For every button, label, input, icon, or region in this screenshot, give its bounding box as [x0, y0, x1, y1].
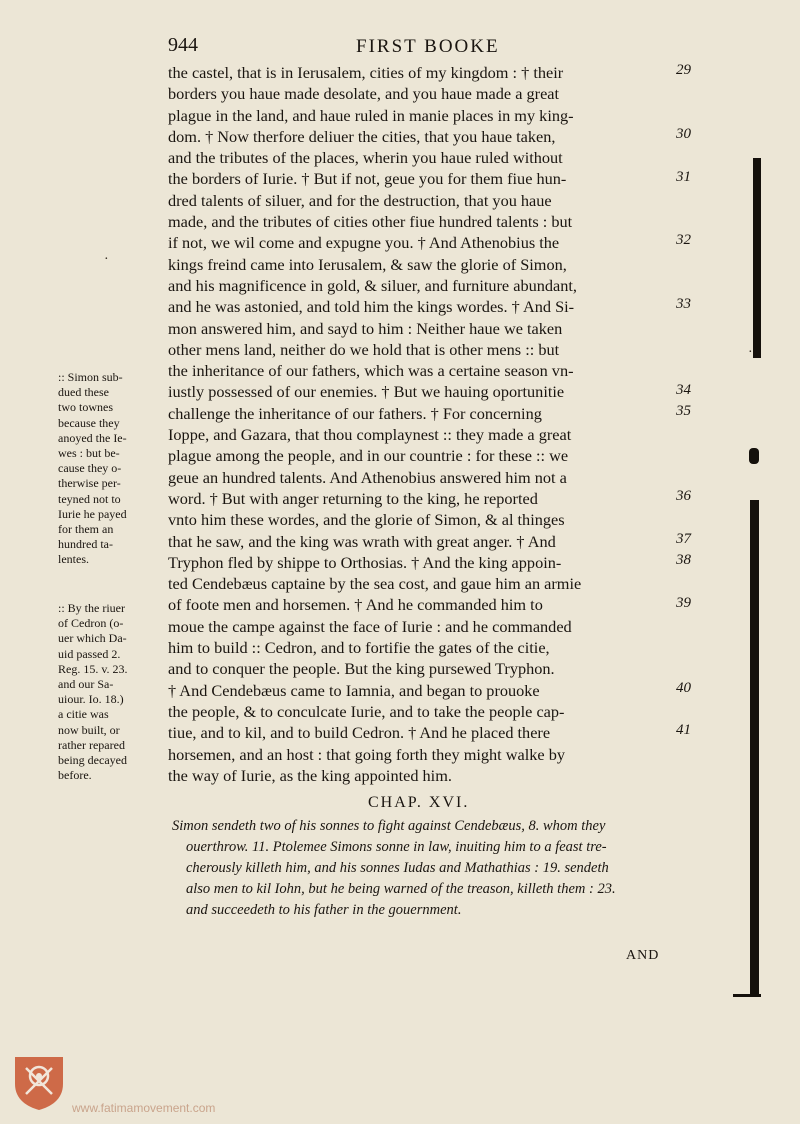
- text-line: dom. † Now therfore deliuer the cities, that you haue taken,: [168, 126, 556, 146]
- margin-note-line: lentes.: [58, 552, 89, 567]
- text-line: and his magnificence in gold, & siluer, and furniture abundant,: [168, 275, 577, 295]
- verse-number: 38: [676, 551, 691, 568]
- margin-note-line: Iurie he payed: [58, 506, 127, 521]
- page-header: [168, 34, 688, 60]
- margin-note-line: therwise per-: [58, 476, 121, 491]
- text-line: plague among the people, and in our countrie : for these :: we: [168, 446, 569, 466]
- text-line: † And Cendebæus came to Iamnia, and began to prouoke: [168, 680, 540, 700]
- page-number: 944: [168, 34, 198, 56]
- summary-line: Simon sendeth two of his sonnes to fight against Cendebæus, 8. whom they: [172, 818, 606, 834]
- margin-note-cedron: [58, 601, 166, 783]
- margin-note-line: rather repared: [58, 737, 125, 752]
- summary-line: cherously killeth him, and his sonnes Iudas and Mathathias : 19. sendeth: [186, 860, 609, 876]
- text-line: him to build :: Cedron, and to fortifie the gates of the citie,: [168, 638, 550, 658]
- body-text: [168, 62, 673, 786]
- text-line: borders you haue made desolate, and you haue made a great: [168, 84, 560, 104]
- text-line: mon answered him, and sayd to him : Neither haue we taken: [168, 318, 563, 338]
- margin-note-line: :: Simon sub-: [58, 370, 123, 384]
- margin-note-line: a citie was: [58, 707, 109, 722]
- margin-note-line: uid passed 2.: [58, 646, 121, 661]
- margin-note-line: of Cedron (o-: [58, 616, 124, 631]
- verse-number: 40: [676, 679, 691, 696]
- margin-note-line: wes : but be-: [58, 445, 120, 460]
- margin-note-line: now built, or: [58, 722, 120, 737]
- text-line: vnto him these wordes, and the glorie of Simon, & al thinges: [168, 510, 565, 530]
- verse-number: 39: [676, 594, 691, 611]
- text-line: and to conquer the people. But the king pursewed Tryphon.: [168, 659, 555, 679]
- verse-number: 35: [676, 402, 691, 419]
- scan-speck: ·: [748, 345, 753, 360]
- text-line: word. † But with anger returning to the king, he reported: [168, 488, 538, 508]
- verse-number: 30: [676, 125, 691, 142]
- chapter-summary: [172, 816, 712, 921]
- text-line: and he was astonied, and told him the kings wordes. † And Si-: [168, 297, 575, 317]
- text-line: made, and the tributes of cities other fiue hundred talents : but: [168, 212, 573, 232]
- margin-note-line: dued these: [58, 385, 109, 400]
- text-line: and the tributes of the places, wherin you haue ruled without: [168, 148, 563, 168]
- margin-note-line: hundred ta-: [58, 537, 113, 552]
- text-line: of foote men and horsemen. † And he commanded him to: [168, 595, 543, 615]
- catchword: AND: [626, 948, 660, 963]
- text-line: Ioppe, and Gazara, that thou complaynest :: they made a great: [168, 425, 572, 445]
- fatima-crossed-keys-shield-icon: [12, 1054, 66, 1112]
- margin-note-simon: [58, 370, 166, 567]
- running-head: FIRST BOOKE: [356, 36, 500, 57]
- text-line: plague in the land, and haue ruled in manie places in my king-: [168, 105, 574, 125]
- verse-number: 34: [676, 381, 691, 398]
- scan-mark: [749, 448, 759, 464]
- text-line: tiue, and to kil, and to build Cedron. † And he placed there: [168, 723, 551, 743]
- text-line: the way of Iurie, as the king appointed him.: [168, 765, 452, 785]
- watermark-url: www.fatimamovement.com: [72, 1101, 216, 1115]
- verse-number: 37: [676, 530, 691, 547]
- summary-line: and succeedeth to his father in the gouernment.: [186, 902, 462, 918]
- summary-line: also men to kil Iohn, but he being warned of the treason, killeth them : 23.: [186, 881, 616, 897]
- margin-note-line: two townes: [58, 400, 113, 415]
- verse-number: 41: [676, 722, 691, 739]
- text-line: the inheritance of our fathers, which was a certaine season vn-: [168, 361, 574, 381]
- text-line: iustly possessed of our enemies. † But we hauing oportunitie: [168, 382, 565, 402]
- verse-number: 29: [676, 62, 691, 78]
- margin-note-line: uer which Da-: [58, 631, 127, 646]
- margin-note-line: for them an: [58, 521, 114, 536]
- scan-bar: [750, 500, 759, 996]
- text-line: horsemen, and an host : that going forth they might walke by: [168, 744, 566, 764]
- text-line: other mens land, neither do we hold that is other mens :: but: [168, 339, 560, 359]
- text-line: kings freind came into Ierusalem, & saw the glorie of Simon,: [168, 254, 567, 274]
- margin-note-line: before.: [58, 768, 92, 783]
- summary-line: ouerthrow. 11. Ptolemee Simons sonne in law, inuiting him to a feast tre-: [186, 839, 607, 855]
- scan-bar: [733, 994, 761, 997]
- margin-note-line: being decayed: [58, 752, 127, 767]
- text-line: that he saw, and the king was wrath with great anger. † And: [168, 531, 556, 551]
- verse-number: 32: [676, 232, 691, 249]
- margin-note-line: Reg. 15. v. 23.: [58, 661, 128, 676]
- margin-note-line: anoyed the Ie-: [58, 430, 127, 445]
- verse-number: 33: [676, 296, 691, 313]
- text-line: the castel, that is in Ierusalem, cities of my kingdom : † their: [168, 63, 564, 82]
- text-line: moue the campe against the face of Iurie : and he commanded: [168, 616, 572, 636]
- text-line: geue an hundred talents. And Athenobius answered him not a: [168, 467, 567, 487]
- margin-note-line: uiour. Io. 18.): [58, 692, 124, 707]
- verse-number: 31: [676, 168, 691, 185]
- text-line: challenge the inheritance of our fathers. † For concerning: [168, 403, 542, 423]
- margin-note-line: teyned not to: [58, 491, 121, 506]
- text-line: the borders of Iurie. † But if not, geue you for them fiue hun-: [168, 169, 567, 189]
- margin-note-line: :: By the riuer: [58, 601, 125, 615]
- scan-bar: [753, 158, 761, 358]
- text-line: if not, we wil come and expugne you. † And Athenobius the: [168, 233, 560, 253]
- verse-number: 36: [676, 488, 691, 504]
- text-line: dred talents of siluer, and for the destruction, that you haue: [168, 190, 552, 210]
- margin-note-line: and our Sa-: [58, 676, 114, 691]
- text-line: the people, & to conculcate Iurie, and to take the people cap-: [168, 701, 565, 721]
- scan-speck: ·: [104, 252, 109, 267]
- chapter-heading: CHAP. XVI.: [368, 794, 470, 811]
- text-line: Tryphon fled by shippe to Orthosias. † And the king appoin-: [168, 552, 562, 572]
- margin-note-line: because they: [58, 415, 120, 430]
- text-line: ted Cendebæus captaine by the sea cost, and gaue him an armie: [168, 574, 582, 594]
- margin-note-line: cause they o-: [58, 461, 122, 476]
